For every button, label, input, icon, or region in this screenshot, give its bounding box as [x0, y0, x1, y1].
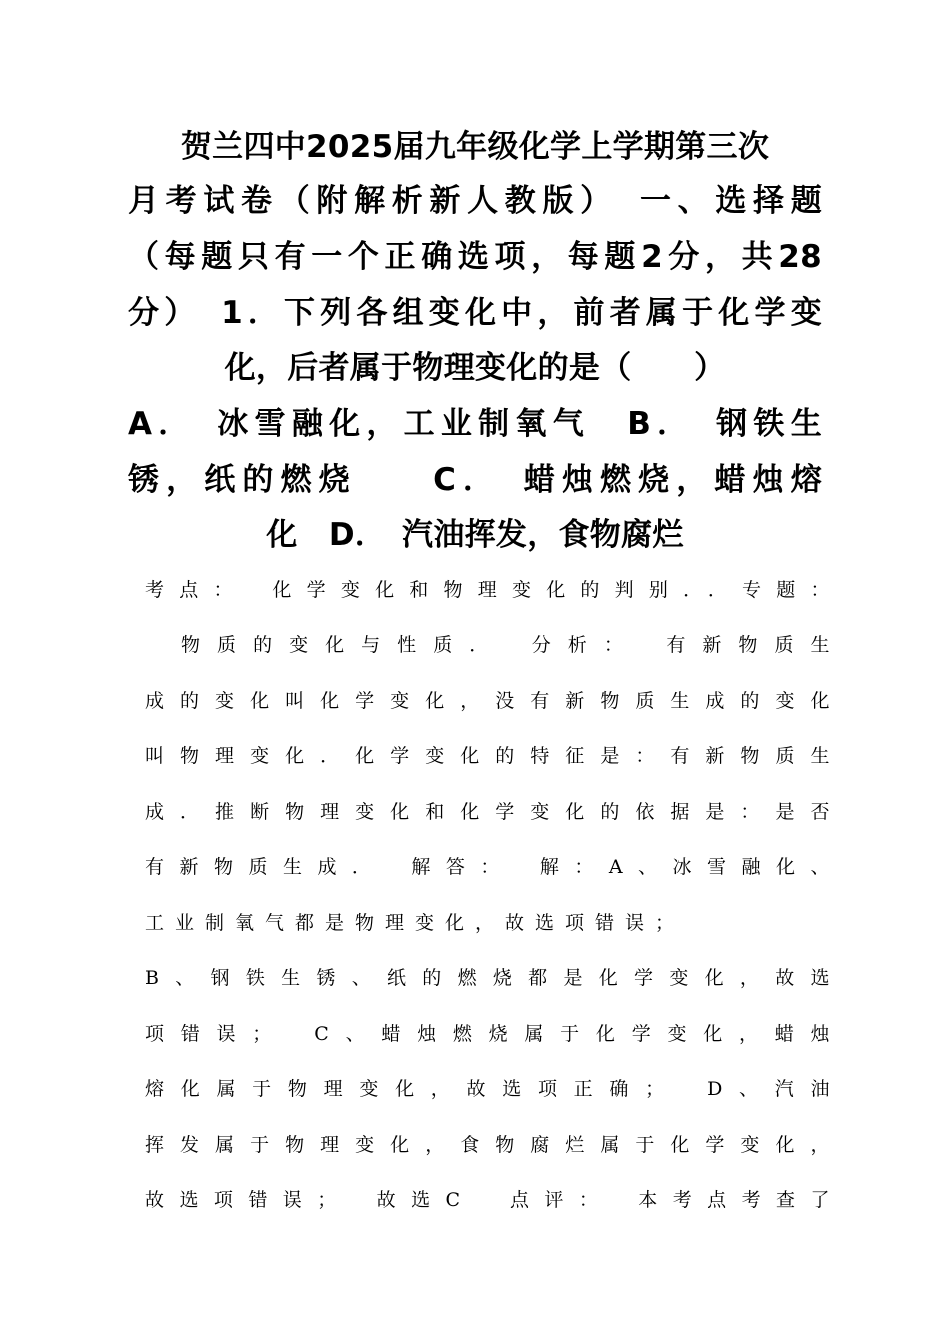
heading-line-2: 月考试卷（附解析新人教版） 一、选择题 [128, 183, 822, 219]
heading-line-4: 分） 1．下列各组变化中，前者属于化学变 [128, 295, 822, 331]
body-line-6: 有新物质生成． 解答： 解：A、冰雪融化、 [145, 856, 830, 878]
body-line-3: 成的变化叫化学变化，没有新物质生成的变化 [145, 690, 830, 712]
body-line-7: 工业制氧气都是物理变化，故选项错误； [145, 912, 686, 934]
heading-line-5: 化，后者属于物理变化的是（ ） [224, 350, 726, 386]
body-line-12: 故选项错误； 故选C 点评： 本考点考查了 [145, 1189, 830, 1211]
heading-line-8: 化 D． 汽油挥发，食物腐烂 [266, 517, 684, 553]
body-line-2: 物质的变化与性质． 分析： 有新物质生 [145, 634, 830, 656]
heading-line-1: 贺兰四中2025届九年级化学上学期第三次 [180, 129, 770, 165]
heading-line-3: （每题只有一个正确选项，每题2分，共28 [128, 239, 822, 275]
body-line-8: B、钢铁生锈、纸的燃烧都是化学变化，故选 [145, 967, 830, 989]
body-line-9: 项错误； C、蜡烛燃烧属于化学变化，蜡烛 [145, 1023, 830, 1045]
body-line-1: 考点： 化学变化和物理变化的判别．．专题： [145, 579, 830, 601]
heading-line-7: 锈，纸的燃烧 C． 蜡烛燃烧，蜡烛熔 [128, 462, 822, 498]
body-line-11: 挥发属于物理变化，食物腐烂属于化学变化， [145, 1134, 830, 1156]
body-line-4: 叫物理变化．化学变化的特征是：有新物质生 [145, 745, 830, 767]
body-line-5: 成．推断物理变化和化学变化的依据是：是否 [145, 801, 830, 823]
heading-line-6: A． 冰雪融化，工业制氧气 B． 钢铁生 [128, 406, 822, 442]
body-line-10: 熔化属于物理变化，故选项正确； D、汽油 [145, 1078, 830, 1100]
